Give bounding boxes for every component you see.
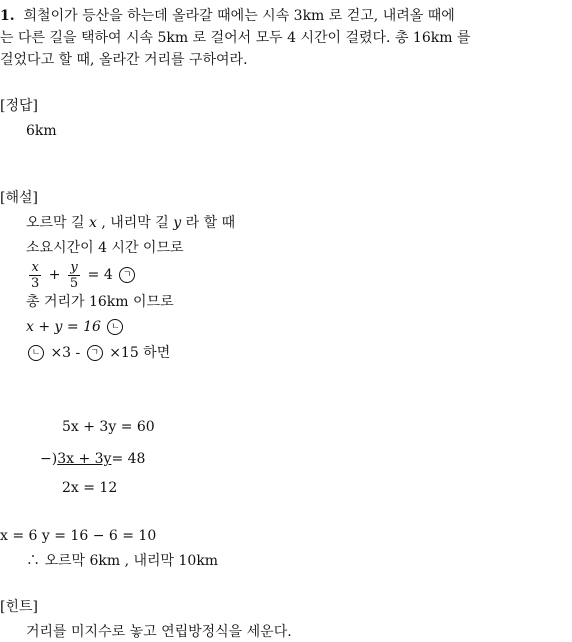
explanation-line-4: 총 거리가 16km 이므로 [26,294,174,310]
subtraction-line-3: 2x = 12 [62,480,118,496]
problem-number: 1. [0,8,15,24]
explanation-header: [해설] [0,190,38,206]
var-x: x [89,215,97,231]
explanation-line-2: 소요시간이 4 시간 이므로 [26,240,184,256]
problem-text-1: 희철이가 등산을 하는데 올라갈 때에는 시속 3km 로 걷고, 내려올 때에 [23,8,455,24]
problem-line-2: 는 다른 길을 택하여 시속 5km 로 걸어서 모두 4 시간이 걸렸다. 총 16km 를 [0,30,471,46]
explanation-line-1 [26,213,235,233]
text-span: ×15 하면 [109,345,171,361]
fraction-x-over-3 [29,260,41,291]
equation-text: x + y = 16 [26,319,101,335]
problem-line-3: 걸었다고 할 때, 올라간 거리를 구하여라. [0,52,248,68]
circled-giyeok: ㄱ [87,345,103,361]
hint-header: [힌트] [0,599,38,615]
fraction-y-over-5 [68,260,80,291]
hint-text: 거리를 미지수로 놓고 연립방정식을 세운다. [26,624,292,640]
denominator: 5 [69,275,79,291]
text-span: ×3 - [50,345,85,361]
conclusion-line: ∴ 오르막 6km , 내리막 10km [26,553,219,569]
numerator: x [31,259,39,275]
text-span: 오르막 길 [26,215,89,231]
denominator: 3 [31,275,40,291]
subtraction-line-2 [40,449,145,469]
problem-line-1 [0,6,455,26]
circled-nieun: ㄴ [28,345,44,361]
text-span: 라 할 때 [181,215,236,231]
equation-rhs: = 48 [111,451,146,467]
numerator: y [70,259,78,275]
result-line: x = 6 y = 16 − 6 = 10 [0,528,157,544]
underlined-term: 3x + 3y [57,451,112,467]
explanation-line-6 [26,343,170,363]
equation-1 [26,259,137,291]
answer-header: [정답] [0,98,38,114]
equation-rhs: = 4 [87,267,113,283]
circled-nieun: ㄴ [107,319,123,335]
plus-sign: + [48,267,61,283]
minus-prefix: −) [40,451,58,467]
text-span: , 내리막 길 [96,215,174,231]
var-y: y [173,215,182,231]
equation-2 [26,317,125,337]
answer-value: 6km [26,123,57,139]
subtraction-line-1: 5x + 3y = 60 [62,419,155,435]
circled-giyeok: ㄱ [119,267,135,283]
